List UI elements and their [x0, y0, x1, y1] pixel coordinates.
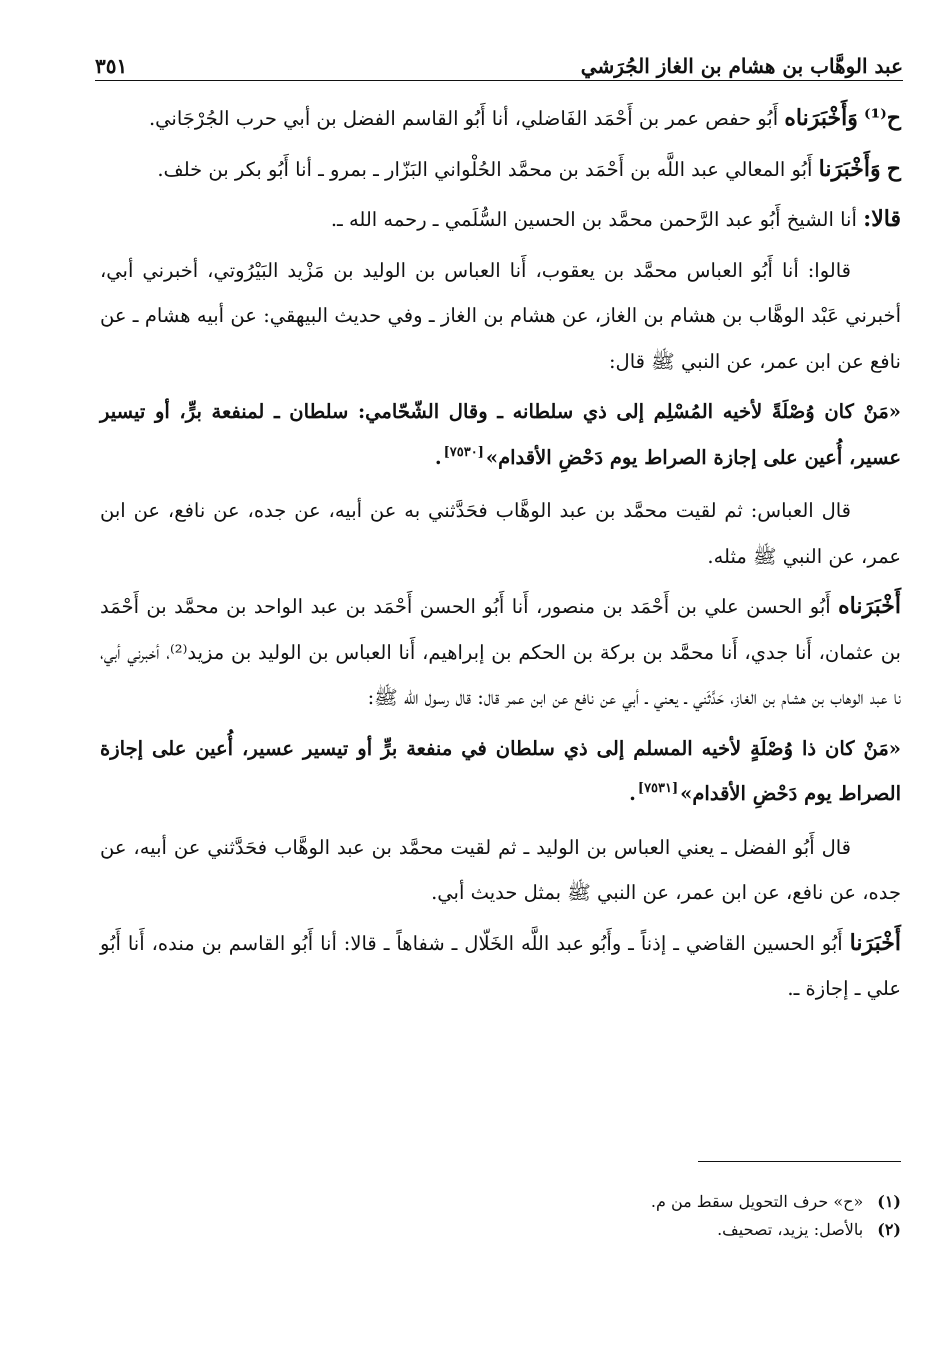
hadith-ref-number: [٧٥٣١] — [637, 781, 679, 796]
hadith-text-1 — [100, 389, 901, 483]
footnotes — [300, 1188, 901, 1244]
paragraph-text: أنا الشيخ أَبُو عبد الرَّحمن محمَّد بن الحسين السُّلَمي ـ رحمه الله ـ. — [330, 208, 857, 231]
paragraph-text: قال أَبُو الفضل ـ يعني العباس بن الوليد ـ ثم لقيت محمَّد بن عبد الوهَّاب فحَدَّثني عن أبيه، عن جده، عن نافع، عن ابن عمر، عن النبي ﷺ بمثل حديث أبي. — [100, 835, 901, 904]
paragraph-isnad-5 — [100, 584, 901, 721]
paragraph-text: أَبُو المعالي عبد اللَّه بن أَحْمَد بن محمَّد الحُلْواني البَزّار ـ بمرو ـ أنا أَبُو بكر بن خلف. — [157, 157, 813, 181]
footnote-separator — [698, 1161, 901, 1162]
footnote-1 — [300, 1188, 901, 1216]
page-number: ٣٥١ — [95, 54, 128, 78]
running-title: عبد الوهَّاب بن هشام بن الغاز الجُرَشي — [580, 54, 903, 78]
hadith-end: . — [629, 782, 636, 805]
transmission-keyword: وَأَخْبَرَناه — [784, 105, 858, 131]
transmission-keyword: وَأَخْبَرَنا — [818, 155, 881, 182]
main-text — [100, 96, 901, 1017]
paragraph-isnad-3 — [100, 197, 901, 243]
footnote-number: (١) — [877, 1192, 901, 1211]
paragraph-comment-2 — [100, 825, 901, 916]
hadith-matn: «مَنْ كان ذا وُصْلَةٍ لأخيه المسلم إلى ذي سلطان في منفعة برٍّ أو تيسير عسير، أُعين على إجازة الصراط يوم دَحْضِ الأقدام» — [100, 736, 901, 805]
hadith-ref-number: [٧٥٣٠] — [443, 444, 484, 460]
hadith-end: . — [434, 445, 442, 469]
paragraph-text: قالوا: أنا أَبُو العباس محمَّد بن يعقوب، أَنا العباس بن الوليد بن مَزْيد البَيْرُوتي، أخبرني أبي، أخبرني عَبْد الوهَّاب بن هشام بن الغاز، عن هشام بن الغاز ـ وفي حديث البيهقي: عن أبيه هشام ـ عن نافع عن ابن عمر، عن النبي ﷺ قال: — [100, 258, 901, 373]
running-header — [95, 38, 903, 78]
header-rule — [95, 80, 903, 81]
paragraph-isnad-4 — [100, 248, 901, 385]
paragraph-isnad-1 — [100, 96, 901, 142]
paragraph-text: قال العباس: ثم لقيت محمَّد بن عبد الوهَّاب فحَدَّثني به عن أبيه، عن جده، عن نافع، عن ابن عمر، عن النبي ﷺ مثله. — [100, 499, 901, 568]
paragraph-comment-1 — [100, 488, 901, 579]
paragraph-isnad-6 — [100, 921, 901, 1012]
footnote-number: (٢) — [877, 1220, 901, 1239]
paragraph-isnad-2 — [100, 147, 901, 193]
paragraph-text: أَبُو الحسن علي بن أَحْمَد بن منصور، أَنا أَبُو الحسن أَحْمَد بن عبد الواحد بن محمَّد بن أَحْمَد بن عثمان، أَنا جدي، أَنا محمَّد بن بركة بن الحكم بن إبراهيم، أَنا العباس بن الوليد بن مزيد⁽²⁾، أخبرني أبي، نا عبد الوهاب بن هشام بن الغاز، حَدَّثَني ـ يعني ـ أبي عن نافع عن ابن عمر قال: قال رسول الله ﷺ: — [100, 595, 901, 709]
transmission-keyword: قالا: — [863, 206, 901, 232]
tahwil-marker: ح — [886, 155, 901, 182]
paragraph-text: أَبُو حفص عمر بن أَحْمَد الفَاضلي، أنا أَبُو القاسم الفضل بن أبي حرب الجُرْجَاني. — [148, 107, 779, 130]
transmission-keyword: أَخْبَرَنا — [849, 929, 901, 956]
footnote-text: بالأصل: يزيد، تصحيف. — [717, 1220, 864, 1239]
footnote-text: «ح» حرف التحويل سقط من م. — [650, 1192, 864, 1211]
tahwil-marker: ح⁽¹⁾ — [864, 105, 901, 131]
footnote-2 — [300, 1216, 901, 1244]
hadith-matn: «مَنْ كان وُصْلَةً لأخيه المُسْلِم إلى ذي سلطانه ـ وقال الشّحّامي: سلطان ـ لمنفعة برٍّ، أو تيسير عسير، أُعين على إجازة الصراط يوم دَحْضِ الأقدام» — [100, 400, 901, 469]
hadith-text-2 — [100, 726, 901, 820]
transmission-keyword: أَخْبَرَناه — [838, 593, 901, 619]
paragraph-text: أَبُو الحسين القاضي ـ إذناً ـ وأَبُو عبد اللَّه الخَلّال ـ شفاهاً ـ قالا: أنا أَبُو القاسم بن منده، أَنا أَبُو علي ـ إجازة ـ. — [100, 931, 901, 1000]
